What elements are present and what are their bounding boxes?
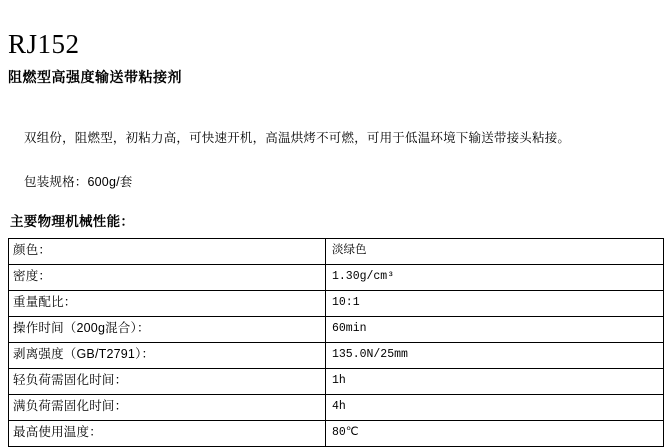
property-value: 4h [326, 394, 664, 420]
product-name: 阻燃型高强度输送带粘接剂 [8, 68, 182, 85]
table-row [9, 394, 664, 420]
table-row [9, 420, 664, 446]
packaging-spec: 包装规格：600g/套 [24, 174, 133, 189]
property-label: 轻负荷需固化时间： [9, 368, 326, 394]
table-row [9, 290, 664, 316]
property-value: 1h [326, 368, 664, 394]
property-value: 10:1 [326, 290, 664, 316]
property-value: 淡绿色 [326, 238, 664, 264]
property-value: 1.30g/cm³ [326, 264, 664, 290]
property-value: 135.0N/25mm [326, 342, 664, 368]
property-label: 剥离强度（GB/T2791）： [9, 342, 326, 368]
property-label: 重量配比： [9, 290, 326, 316]
table-row [9, 368, 664, 394]
property-label: 最高使用温度： [9, 420, 326, 446]
product-description: 双组份，阻燃型，初粘力高，可快速开机，高温烘烤不可燃，可用于低温环境下输送带接头粘接。 [24, 130, 571, 145]
property-value: 80℃ [326, 420, 664, 446]
properties-table [8, 238, 664, 447]
property-value: 60min [326, 316, 664, 342]
property-label: 操作时间（200g混合）： [9, 316, 326, 342]
property-label: 颜色： [9, 238, 326, 264]
property-label: 密度： [9, 264, 326, 290]
table-row [9, 238, 664, 264]
table-row [9, 264, 664, 290]
product-code: RJ152 [8, 29, 80, 59]
section-title-properties: 主要物理机械性能： [10, 213, 135, 229]
table-row [9, 342, 664, 368]
table-row [9, 316, 664, 342]
property-label: 满负荷需固化时间： [9, 394, 326, 420]
